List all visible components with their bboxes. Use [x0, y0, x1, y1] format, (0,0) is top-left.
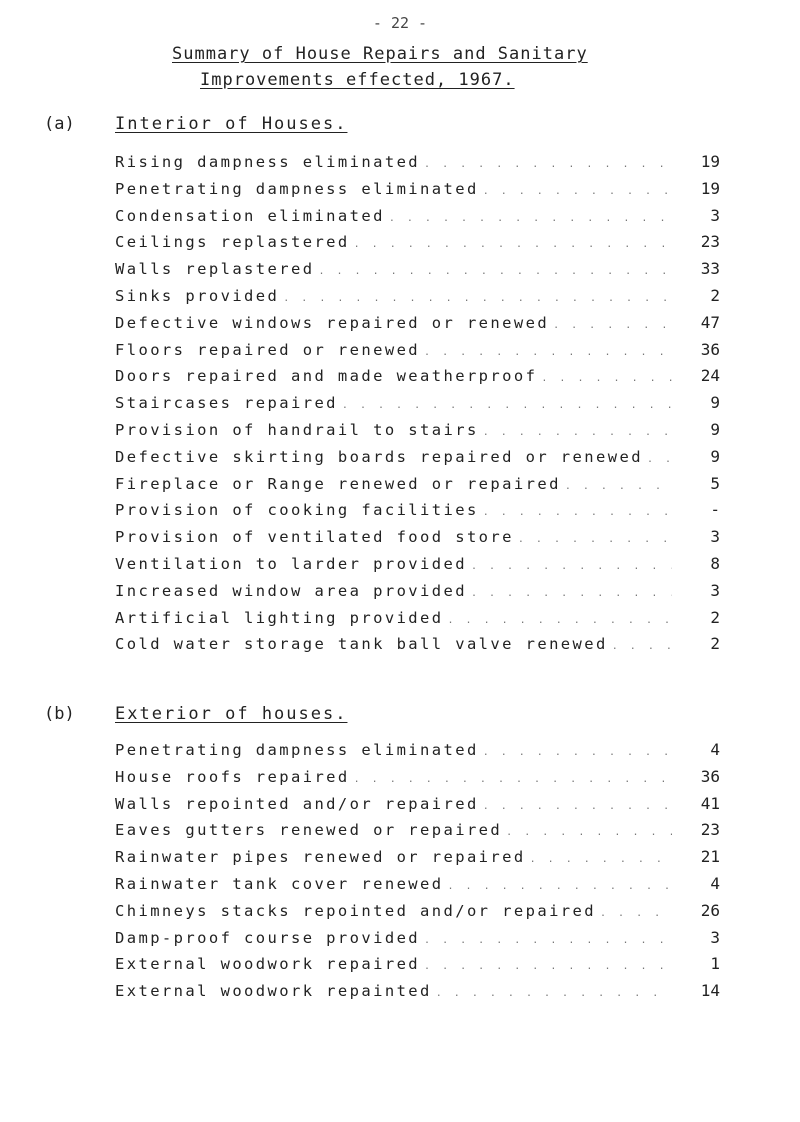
dot-leader: [479, 747, 672, 758]
dot-leader: [279, 293, 672, 304]
item-count: 19: [700, 178, 720, 198]
dot-leader: [467, 588, 672, 599]
item-count: 5: [710, 473, 720, 493]
dot-leader: [420, 347, 672, 358]
item-label: Ventilation to larder provided: [115, 555, 467, 573]
list-item: [115, 179, 720, 207]
item-count: 9: [710, 446, 720, 466]
item-count: 4: [710, 740, 720, 759]
item-label: Condensation eliminated: [115, 206, 385, 225]
list-item: [115, 901, 720, 929]
list-item: [115, 259, 720, 287]
dot-leader: [444, 615, 673, 626]
item-count: 21: [700, 847, 720, 867]
item-label: Penetrating dampness eliminated: [115, 741, 479, 759]
list-item: [115, 954, 720, 982]
item-count: 4: [710, 874, 720, 893]
dot-leader: [502, 827, 672, 838]
item-count: 36: [700, 766, 720, 786]
item-count: 3: [710, 205, 720, 225]
dot-leader: [526, 854, 672, 865]
dot-leader: [479, 507, 672, 518]
list-item: [115, 500, 720, 528]
item-label: Eaves gutters renewed or repaired: [115, 821, 503, 840]
list-item: [115, 527, 720, 555]
dot-leader: [444, 881, 673, 892]
item-label: Rising dampness eliminated: [115, 153, 421, 171]
dot-leader: [514, 534, 672, 545]
section-letter: (b): [44, 704, 75, 724]
dot-leader: [643, 454, 672, 465]
section-heading: Interior of Houses.: [115, 114, 348, 134]
dot-leader: [479, 801, 672, 812]
dot-leader: [467, 561, 672, 572]
item-count: 1: [710, 954, 720, 974]
item-label: External woodwork repaired: [115, 955, 421, 974]
item-count: 36: [700, 339, 720, 359]
item-label: Penetrating dampness eliminated: [115, 179, 479, 198]
list-item: [115, 874, 720, 902]
item-count: 23: [700, 232, 720, 252]
item-label: Provision of cooking facilities: [115, 501, 479, 520]
item-count: 2: [710, 634, 720, 654]
item-count: 3: [710, 580, 720, 600]
item-label: Doors repaired and made weatherproof: [115, 367, 538, 386]
dot-leader: [479, 186, 672, 197]
item-count: 3: [710, 927, 720, 947]
item-label: Chimneys stacks repointed and/or repaired: [115, 901, 597, 920]
item-label: Rainwater tank cover renewed: [115, 875, 444, 893]
item-count: 14: [700, 981, 720, 1001]
item-label: House roofs repaired: [115, 767, 350, 786]
dot-leader: [420, 961, 672, 972]
list-item: [115, 847, 720, 875]
item-label: Ceilings replastered: [115, 233, 350, 252]
item-label: Walls replastered: [115, 260, 315, 279]
list-item: [115, 340, 720, 368]
item-label: Increased window area provided: [115, 581, 467, 600]
item-label: Damp-proof course provided: [115, 928, 421, 947]
item-count: 24: [700, 366, 720, 386]
list-item: [115, 474, 720, 502]
dot-leader: [479, 427, 672, 438]
dot-leader: [537, 373, 672, 384]
item-label: Fireplace or Range renewed or repaired: [115, 474, 561, 493]
item-count: 8: [710, 554, 720, 573]
item-count: 3: [710, 527, 720, 547]
item-label: Defective skirting boards repaired or renewed: [115, 447, 643, 466]
list-item: [115, 794, 720, 822]
item-label: Walls repointed and/or repaired: [115, 794, 479, 813]
item-label: External woodwork repainted: [115, 982, 432, 1001]
item-label: Floors repaired or renewed: [115, 340, 421, 359]
list-item: [115, 152, 720, 180]
item-count: 23: [700, 820, 720, 840]
list-item: [115, 286, 720, 314]
item-count: -: [710, 500, 720, 520]
item-count: 2: [710, 286, 720, 305]
item-label: Sinks provided: [115, 287, 280, 305]
dot-leader: [314, 266, 672, 277]
item-label: Rainwater pipes renewed or repaired: [115, 848, 526, 867]
dot-leader: [338, 400, 672, 411]
list-item: [115, 981, 720, 1009]
list-item: [115, 740, 720, 768]
list-item: [115, 767, 720, 795]
dot-leader: [561, 481, 672, 492]
dot-leader: [596, 908, 672, 919]
list-item: [115, 608, 720, 636]
item-label: Defective windows repaired or renewed: [115, 313, 550, 332]
item-count: 2: [710, 607, 720, 627]
item-label: Artificial lighting provided: [115, 608, 444, 627]
dot-leader: [350, 239, 672, 250]
item-count: 33: [700, 259, 720, 279]
list-item: [115, 820, 720, 848]
item-count: 9: [710, 420, 720, 439]
list-item: [115, 634, 720, 662]
list-item: [115, 554, 720, 582]
item-count: 41: [700, 793, 720, 813]
item-label: Provision of handrail to stairs: [115, 421, 479, 439]
item-count: 26: [700, 900, 720, 920]
section-letter: (a): [44, 114, 75, 134]
dot-leader: [608, 641, 672, 652]
list-item: [115, 928, 720, 956]
list-item: [115, 581, 720, 609]
document-title-line-2: Improvements effected, 1967.: [200, 70, 515, 90]
page-number: - 22 -: [372, 14, 428, 32]
list-item: [115, 447, 720, 475]
item-count: 19: [700, 152, 720, 171]
list-item: [115, 420, 720, 448]
document-title-line-1: Summary of House Repairs and Sanitary: [172, 44, 588, 64]
dot-leader: [420, 159, 672, 170]
section-heading: Exterior of houses.: [115, 704, 348, 724]
list-item: [115, 366, 720, 394]
dot-leader: [350, 774, 672, 785]
item-count: 47: [700, 312, 720, 332]
dot-leader: [549, 320, 672, 331]
item-count: 9: [710, 393, 720, 413]
list-item: [115, 206, 720, 234]
item-label: Cold water storage tank ball valve renewed: [115, 635, 608, 654]
list-item: [115, 313, 720, 341]
item-label: Provision of ventilated food store: [115, 528, 514, 547]
list-item: [115, 232, 720, 260]
dot-leader: [432, 988, 672, 999]
dot-leader: [420, 935, 672, 946]
dot-leader: [385, 213, 672, 224]
item-label: Staircases repaired: [115, 394, 338, 413]
list-item: [115, 393, 720, 421]
